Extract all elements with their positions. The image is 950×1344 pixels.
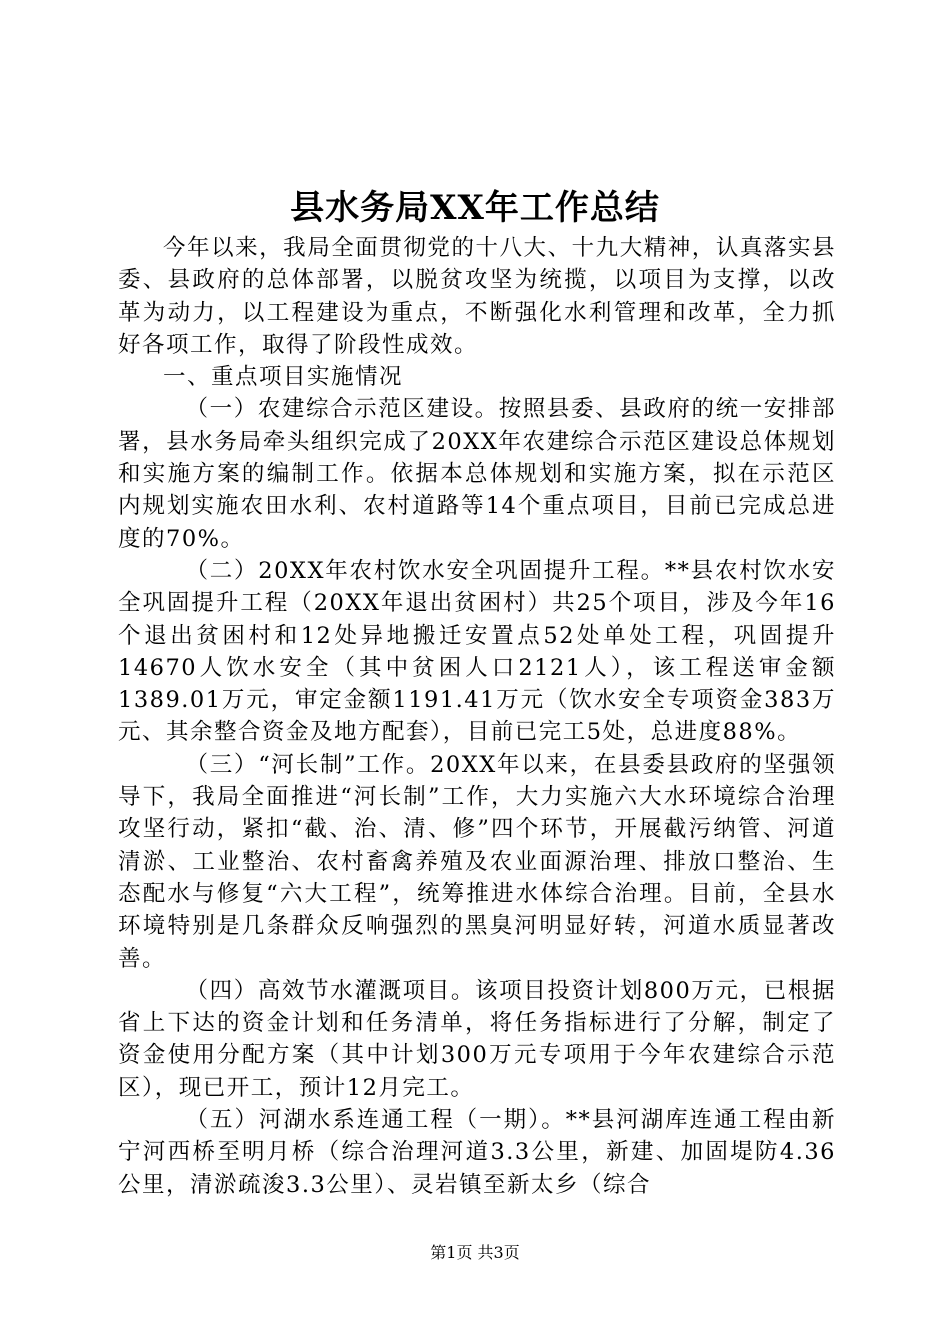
- intro-paragraph: 今年以来，我局全面贯彻党的十八大、十九大精神，认真落实县委、县政府的总体部署，以脱贫攻坚为统揽，以项目为支撑，以改革为动力，以工程建设为重点，不断强化水利管理和改革，全力抓好各项工作，取得了阶段性成效。: [118, 235, 836, 358]
- item-paragraph-1: （一）农建综合示范区建设。按照县委、县政府的统一安排部署，县水务局牵头组织完成了20XX年农建综合示范区建设总体规划和实施方案的编制工作。依据本总体规划和实施方案，拟在示范区内规划实施农田水利、农村道路等14个重点项目，目前已完成总进度的70%。: [118, 396, 836, 552]
- item-paragraph-2: （二）20XX年农村饮水安全巩固提升工程。**县农村饮水安全巩固提升工程（20XX年退出贫困村）共25个项目，涉及今年16个退出贫困村和12处异地搬迁安置点52处单处工程，巩固提升14670人饮水安全（其中贫困人口2121人），该工程送审金额1389.01万元，审定金额1191.41万元（饮水安全专项资金383万元、其余整合资金及地方配套），目前已完工5处，总进度88%。: [118, 557, 836, 746]
- item-paragraph-3: （三）“河长制”工作。20XX年以来，在县委县政府的坚强领导下，我局全面推进“河长制”工作，大力实施六大水环境综合治理攻坚行动，紧扣“截、治、清、修”四个环节，开展截污纳管、河道清淤、工业整治、农村畜禽养殖及农业面源治理、排放口整治、生态配水与修复“六大工程”，统筹推进水体综合治理。目前，全县水环境特别是几条群众反响强烈的黑臭河明显好转，河道水质显著改善。: [118, 751, 836, 972]
- item-paragraph-4: （四）高效节水灌溉项目。该项目投资计划800万元，已根据省上下达的资金计划和任务清单，将任务指标进行了分解，制定了资金使用分配方案（其中计划300万元专项用于今年农建综合示范区），现已开工，预计12月完工。: [118, 977, 836, 1101]
- document-body: [118, 232, 836, 1201]
- page-footer: 第1页 共3页: [430, 1243, 520, 1262]
- section-heading: 一、重点项目实施情况: [163, 364, 404, 391]
- item-paragraph-5: （五）河湖水系连通工程（一期）。**县河湖库连通工程由新宁河西桥至明月桥（综合治理河道3.3公里，新建、加固堤防4.36公里，清淤疏浚3.3公里）、灵岩镇至新太乡（综合: [118, 1107, 836, 1198]
- document-title: 县水务局XX年工作总结: [290, 188, 660, 228]
